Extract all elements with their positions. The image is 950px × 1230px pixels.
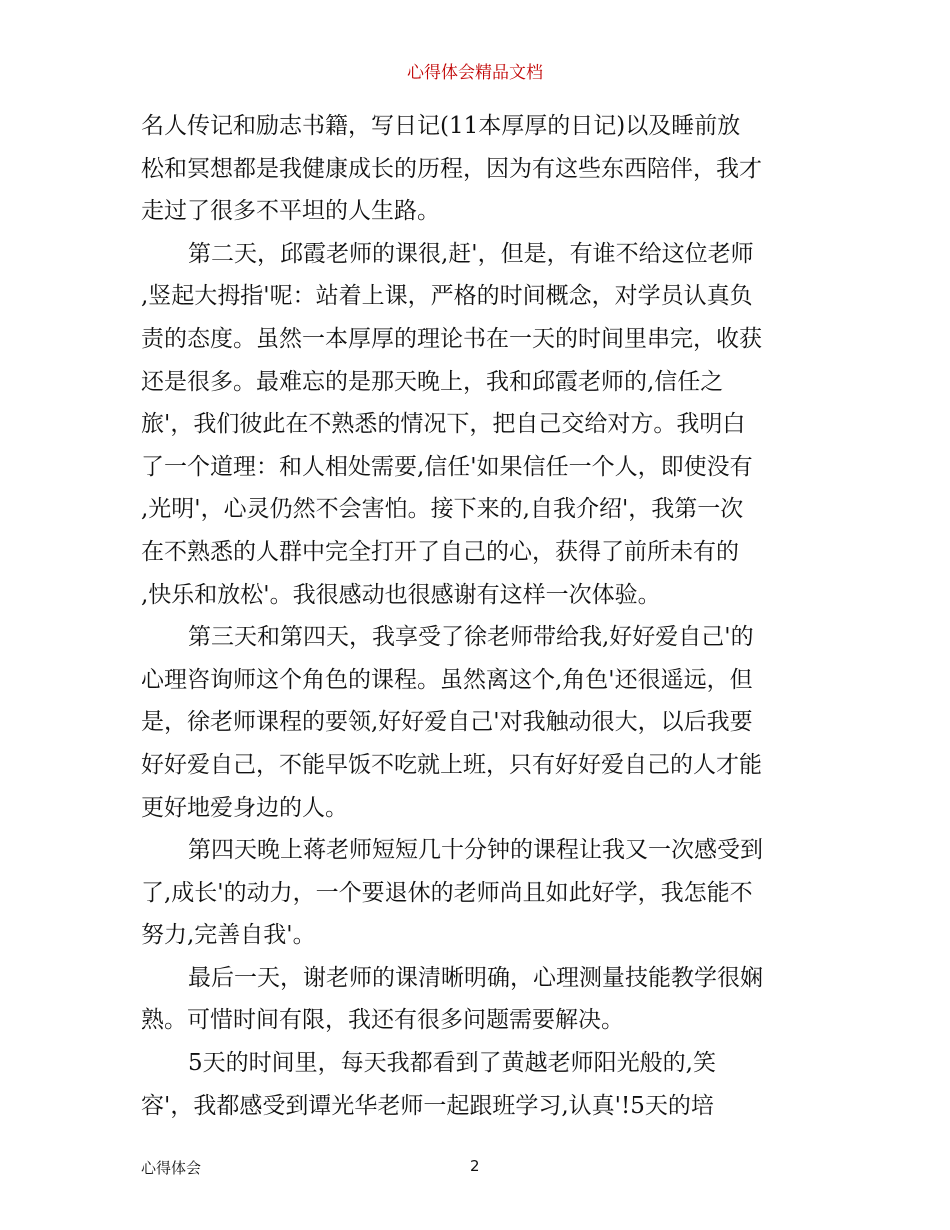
body-line: 在不熟悉的人群中完全打开了自己的心，获得了前所未有的 [141, 538, 739, 565]
body-line: 走过了很多不平坦的人生路。 [141, 198, 440, 225]
body-line: 熟。可惜时间有限，我还有很多问题需要解决。 [141, 1007, 624, 1034]
body-line: 还是很多。最难忘的是那天晚上，我和邱霞老师的,信任之 [141, 368, 724, 395]
body-line: 旅'，我们彼此在不熟悉的情况下，把自己交给对方。我明白 [141, 411, 746, 438]
body-line: ,快乐和放松'。我很感动也很感谢有这样一次体验。 [141, 581, 661, 608]
paragraph-first-line: 第二天，邱霞老师的课很,赶'，但是，有谁不给这位老师 [188, 240, 754, 267]
document-header-title: 心得体会精品文档 [407, 63, 543, 83]
paragraph-first-line: 5天的时间里，每天我都看到了黄越老师阳光般的,笑 [188, 1050, 716, 1077]
body-line: 松和冥想都是我健康成长的历程，因为有这些东西陪伴，我才 [141, 155, 762, 182]
body-line: 更好地爱身边的人。 [141, 794, 348, 821]
body-line: ,竖起大拇指'呢：站着上课，严格的时间概念，对学员认真负 [141, 283, 753, 310]
body-line: 心理咨询师这个角色的课程。虽然离这个,角色'还很遥远，但 [141, 666, 753, 693]
body-line: ,光明'，心灵仍然不会害怕。接下来的,自我介绍'，我第一次 [141, 496, 744, 523]
paragraph-first-line: 第四天晚上蒋老师短短几十分钟的课程让我又一次感受到 [188, 837, 763, 864]
body-line: 好好爱自己，不能早饭不吃就上班，只有好好爱自己的人才能 [141, 751, 762, 778]
footer-label: 心得体会 [141, 1159, 202, 1177]
body-line: 努力,完善自我'。 [141, 922, 316, 949]
document-body [141, 105, 813, 1127]
body-line: 责的态度。虽然一本厚厚的理论书在一天的时间里串完，收获 [141, 325, 762, 352]
body-line: 是，徐老师课程的要领,好好爱自己'对我触动很大，以后我要 [141, 709, 753, 736]
body-line: 了一个道理：和人相处需要,信任'如果信任一个人，即使没有 [141, 453, 753, 480]
paragraph-first-line: 第三天和第四天，我享受了徐老师带给我,好好爱自己'的 [188, 624, 754, 651]
page-number: 2 [470, 1157, 480, 1175]
body-line: 容'，我都感受到谭光华老师一起跟班学习,认真'!5天的培 [141, 1092, 714, 1119]
body-line: 了,成长'的动力，一个要退休的老师尚且如此好学，我怎能不 [141, 879, 753, 906]
body-line: 名人传记和励志书籍，写日记(11本厚厚的日记)以及睡前放 [141, 113, 741, 139]
paragraph-first-line: 最后一天，谢老师的课清晰明确，心理测量技能教学很娴 [188, 964, 763, 991]
